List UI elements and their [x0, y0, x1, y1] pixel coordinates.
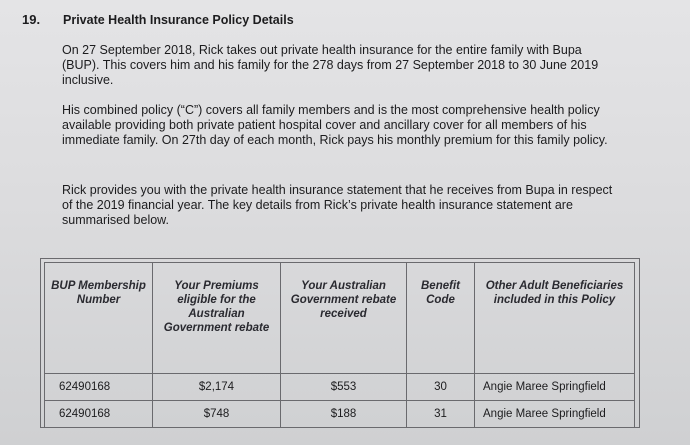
paragraph-policy-details: His combined policy (“C”) covers all family members and is the most comprehensive health policy available providing both private patient hospital cover and ancillary cover for all members of his immediate family. On 27th day of each month, Rick pays his monthly premium for this family policy. — [62, 103, 608, 147]
cell-membership-number: 62490168 — [45, 374, 153, 401]
header-other-beneficiaries: Other Adult Beneficiaries included in this Policy — [475, 263, 635, 374]
insurance-statement-table-wrapper — [44, 262, 634, 428]
header-membership-number: BUP Membership Number — [45, 263, 153, 374]
header-rebate-received: Your Australian Government rebate received — [281, 263, 407, 374]
insurance-statement-table — [44, 262, 635, 428]
cell-benefit-code: 31 — [407, 401, 475, 428]
cell-eligible-premiums: $748 — [153, 401, 281, 428]
cell-rebate-received: $553 — [281, 374, 407, 401]
header-benefit-code: Benefit Code — [407, 263, 475, 374]
cell-eligible-premiums: $2,174 — [153, 374, 281, 401]
table-row — [45, 374, 635, 401]
header-eligible-premiums: Your Premiums eligible for the Australian Government rebate — [153, 263, 281, 374]
paragraph-statement-intro: Rick provides you with the private health insurance statement that he receives from Bupa in respect of the 2019 financial year. The key details from Rick’s private health insurance statement are summarised below. — [62, 183, 613, 227]
cell-rebate-received: $188 — [281, 401, 407, 428]
table-row — [45, 401, 635, 428]
cell-other-beneficiaries: Angie Maree Springfield — [475, 374, 635, 401]
cell-benefit-code: 30 — [407, 374, 475, 401]
paragraph-policy-start: On 27 September 2018, Rick takes out private health insurance for the entire family with Bupa (BUP). This covers him and his family for the 278 days from 27 September 2018 to 30 June 2019 inclusive. — [62, 43, 599, 87]
question-heading: Private Health Insurance Policy Details — [63, 13, 294, 27]
table-header-row — [45, 263, 635, 374]
cell-other-beneficiaries: Angie Maree Springfield — [475, 401, 635, 428]
cell-membership-number: 62490168 — [45, 401, 153, 428]
question-number: 19. — [22, 12, 41, 27]
